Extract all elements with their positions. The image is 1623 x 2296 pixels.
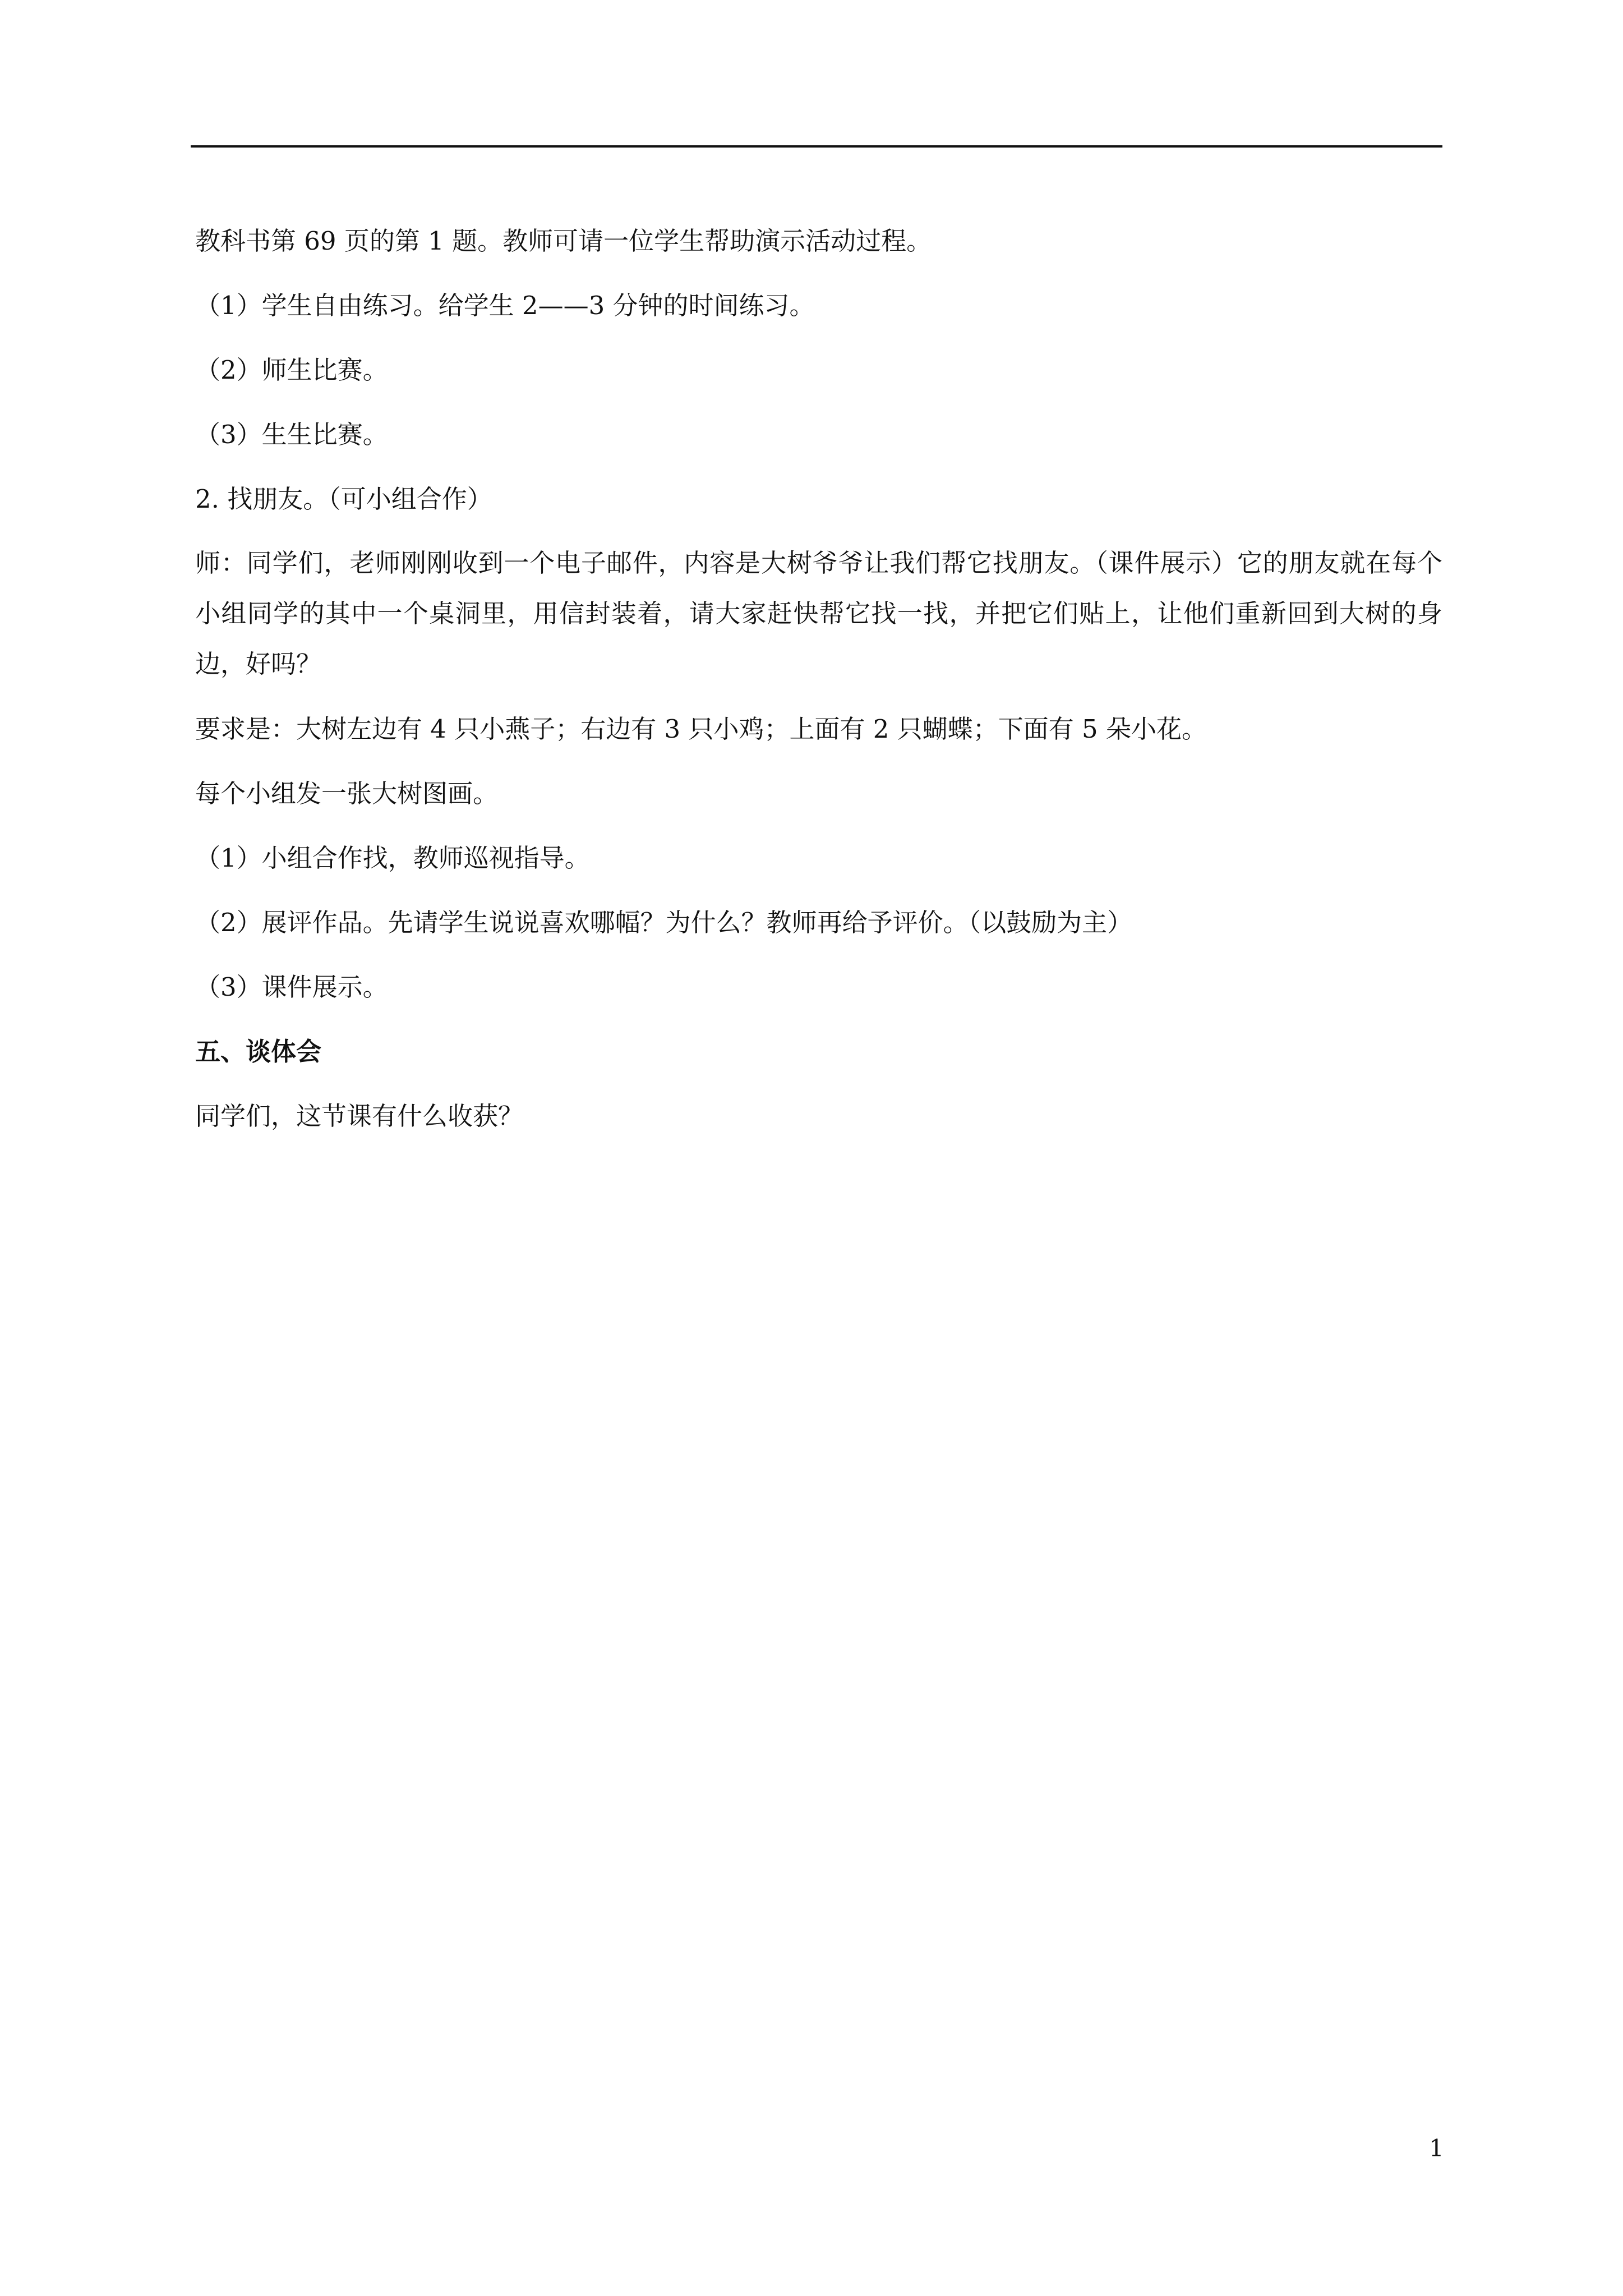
header-rule (191, 145, 1442, 148)
paragraph-requirements: 要求是：大树左边有 4 只小燕子；右边有 3 只小鸡；上面有 2 只蝴蝶；下面有 5 朵小花。 (195, 714, 1207, 744)
paragraph-student-student-contest: （3）生生比赛。 (195, 420, 388, 449)
paragraph-find-friends: 2. 找朋友。（可小组合作） (195, 484, 492, 514)
document-body (195, 209, 1442, 1148)
closing-question: 同学们，这节课有什么收获？ (195, 1101, 524, 1131)
paragraph-tree-picture: 每个小组发一张大树图画。 (195, 779, 499, 808)
paragraph-free-practice: （1）学生自由练习。给学生 2——3 分钟的时间练习。 (195, 291, 815, 320)
paragraph-teacher-speech: 师：同学们，老师刚刚收到一个电子邮件，内容是大树爷爷让我们帮它找朋友。（课件展示）它的朋友就在每个小组同学的其中一个桌洞里，用信封装着，请大家赶快帮它找一找，并把它们贴上，让他们重新回到大树的身边，好吗？ (195, 548, 1442, 679)
paragraph-textbook-exercise: 教科书第 69 页的第 1 题。教师可请一位学生帮助演示活动过程。 (195, 226, 932, 256)
page-number: 1 (1429, 2134, 1444, 2162)
section-heading: 五、谈体会 (195, 1037, 322, 1066)
paragraph-group-search: （1）小组合作找，教师巡视指导。 (195, 843, 590, 873)
paragraph-courseware-display: （3）课件展示。 (195, 972, 388, 1002)
paragraph-evaluate-works: （2）展评作品。先请学生说说喜欢哪幅？为什么？教师再给予评价。（以鼓励为主） (195, 908, 1133, 937)
paragraph-teacher-student-contest: （2）师生比赛。 (195, 355, 388, 385)
